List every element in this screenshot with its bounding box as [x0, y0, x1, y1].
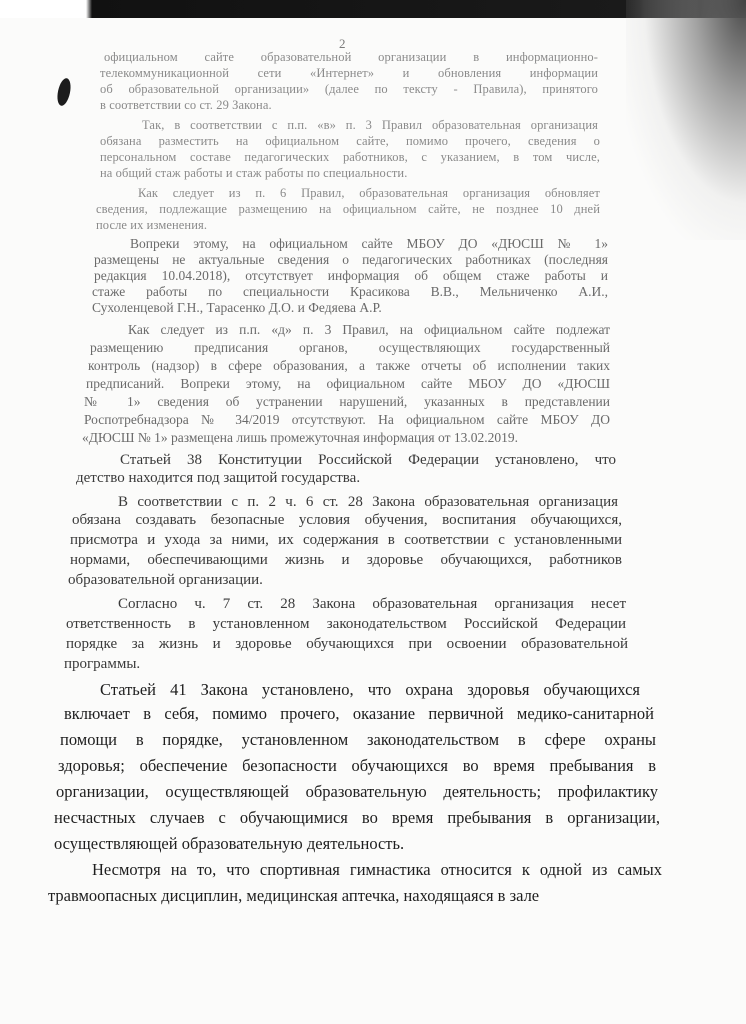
text-line: редакция 10.04.2018), отсутствует информация об общем стаже работы и: [94, 268, 608, 283]
text-line: включает в себя, помимо прочего, оказание первичной медико-санитарной: [64, 704, 654, 723]
text-line: Так, в соответствии с п.п. «в» п. 3 Правил образовательная организация: [142, 118, 598, 132]
text-line: В соответствии с п. 2 ч. 6 ст. 28 Закона образовательная организация: [118, 494, 618, 510]
text-line: несчастных случаев с обучающимися во время пребывания в организации,: [54, 808, 660, 827]
text-line: ответственность в установленном законодательством Российской Федерации: [66, 616, 626, 632]
text-line: на общий стаж работы и стаж работы по специальности.: [100, 166, 408, 180]
text-line: обязана создавать безопасные условия обучения, воспитания обучающихся,: [72, 512, 622, 528]
text-line: сведения, подлежащие размещению на официальном сайте, не позднее 10 дней: [96, 202, 600, 216]
text-line: персональном составе педагогических работников, с указанием, в том числе,: [100, 150, 600, 164]
text-line: обязана разместить на официальном сайте, помимо прочего, сведения о: [100, 134, 600, 148]
text-line: осуществляющей образовательную деятельность.: [54, 834, 405, 853]
text-line: присмотра и ухода за ними, их содержания в соответствии с установленными: [70, 532, 622, 548]
text-line: Как следует из п. 6 Правил, образовательная организация обновляет: [138, 186, 600, 200]
text-line: программы.: [64, 656, 141, 672]
text-line: организации, осуществляющей образовательную деятельность; профилактику: [56, 782, 658, 801]
text-line: нормами, обеспечивающими жизнь и здоровье обучающихся, работников: [70, 552, 622, 568]
text-line: в соответствии со ст. 29 Закона.: [100, 98, 272, 112]
text-line: официальном сайте образовательной организации в информационно-: [104, 50, 598, 64]
text-line: детство находится под защитой государства.: [76, 470, 361, 486]
text-line: Несмотря на то, что спортивная гимнастика относится к одной из самых: [92, 860, 662, 879]
page-number: 2: [339, 36, 346, 51]
text-line: контроль (надзор) в сфере образования, а также отчеты об исполнении таких: [88, 358, 610, 373]
text-line: помощи в порядке, установленном законодательством в сфере охраны: [60, 730, 656, 749]
text-line: после их изменения.: [96, 218, 208, 232]
text-line: размещены не актуальные сведения о педагогических работниках (последняя: [94, 252, 608, 267]
text-line: Статьей 41 Закона установлено, что охрана здоровья обучающихся: [100, 680, 640, 699]
text-line: порядке за жизнь и здоровье обучающихся при освоении образовательной: [66, 636, 628, 652]
text-line: Статьей 38 Конституции Российской Федерации установлено, что: [120, 452, 616, 468]
text-line: образовательной организации.: [68, 572, 263, 588]
text-line: травмоопасных дисциплин, медицинская аптечка, находящаяся в зале: [48, 886, 540, 905]
text-line: Как следует из п.п. «д» п. 3 Правил, на официальном сайте подлежат: [128, 322, 610, 337]
text-line: предписаний. Вопреки этому, на официальном сайте МБОУ ДО «ДЮСШ: [86, 376, 610, 391]
text-line: здоровья; обеспечение безопасности обучающихся во время пребывания в: [58, 756, 656, 775]
text-line: Роспотребнадзора № 34/2019 отсутствуют. На официальном сайте МБОУ ДО: [84, 412, 610, 427]
scan-corner-shadow: [626, 0, 746, 240]
text-line: стаже работы по специальности Красикова В.В., Мельниченко А.И.,: [92, 284, 608, 299]
punch-hole-mark: [55, 77, 73, 107]
text-line: «ДЮСШ № 1» размещена лишь промежуточная информация от 13.02.2019.: [82, 430, 518, 445]
text-line: размещению предписания органов, осуществляющих государственный: [90, 340, 610, 355]
text-line: № 1» сведения об устранении нарушений, указанных в представлении: [84, 394, 610, 409]
text-line: об образовательной организации» (далее по тексту - Правила), принятого: [100, 82, 598, 96]
text-line: Сухоленцевой Г.Н., Тарасенко Д.О. и Федяева А.Р.: [92, 300, 382, 315]
text-line: телекоммуникационной сети «Интернет» и обновления информации: [100, 66, 598, 80]
text-line: Вопреки этому, на официальном сайте МБОУ ДО «ДЮСШ № 1»: [130, 236, 608, 251]
text-line: Согласно ч. 7 ст. 28 Закона образовательная организация несет: [118, 596, 626, 612]
